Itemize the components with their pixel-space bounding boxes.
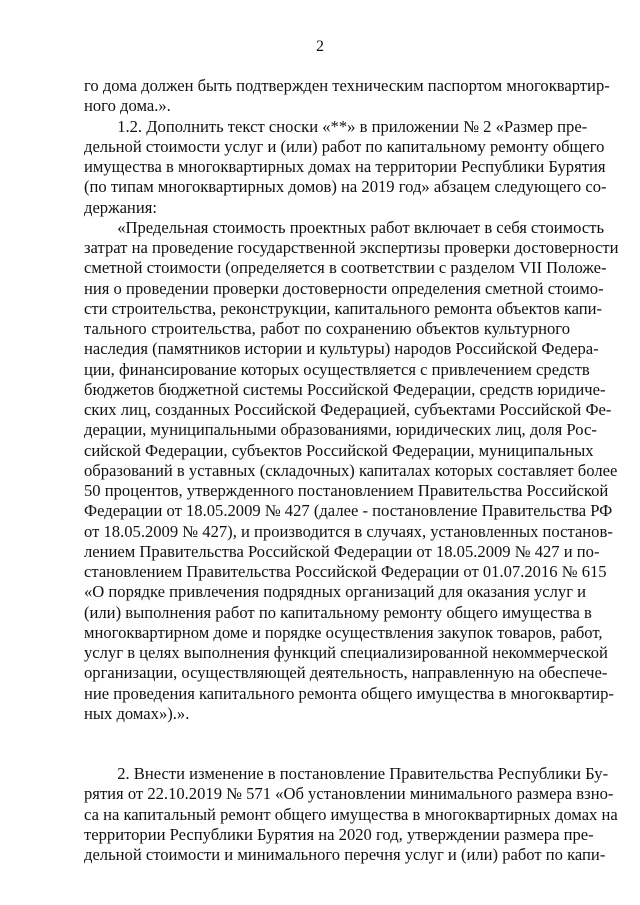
text-line: (по типам многоквартирных домов) на 2019 год» абзацем следующего со- — [84, 177, 607, 197]
text-line: дельной стоимости и минимального перечня услуг и (или) работ по капи- — [84, 845, 606, 864]
text-line: дерации, муниципальными образованиями, юридических лиц, доля Рос- — [84, 420, 597, 440]
text-line: дельной стоимости услуг и (или) работ по капитальному ремонту общего — [84, 136, 605, 156]
text-line: территории Республики Бурятия на 2020 год, утверждении размера пре- — [84, 824, 594, 844]
text-line: «Предельная стоимость проектных работ включает в себя стоимость — [84, 217, 605, 237]
text-line: рятия от 22.10.2019 № 571 «Об установлении минимального размера взно- — [84, 784, 614, 804]
paragraph-spacer — [84, 724, 570, 764]
text-line: бюджетов бюджетной системы Российской Федерации, средств юридиче- — [84, 379, 606, 399]
paragraph-1-2 — [84, 116, 607, 218]
text-line: Федерации от 18.05.2009 № 427 (далее - постановление Правительства РФ — [84, 501, 613, 521]
text-line: имущества в многоквартирных домах на территории Республики Бурятия — [84, 157, 606, 176]
text-line: становлением Правительства Российской Федерации от 01.07.2016 № 615 — [84, 562, 607, 581]
document-body — [84, 76, 619, 865]
text-line: тального строительства, работ по сохранению объектов культурного — [84, 319, 570, 338]
text-line: ции, финансирование которых осуществляется с привлечением средств — [84, 359, 590, 379]
paragraph-quote — [84, 217, 619, 724]
text-line: многоквартирном доме и порядке осуществления закупок товаров, работ, — [84, 622, 603, 642]
text-line: лением Правительства Российской Федерации от 18.05.2009 № 427 и по- — [84, 541, 600, 561]
text-line: ских лиц, созданных Российской Федерацией, субъектами Российской Фе- — [84, 400, 612, 419]
page-number: 2 — [316, 38, 324, 55]
text-line: ния о проведении проверки достоверности определения сметной стоимо- — [84, 278, 604, 298]
text-line: ных домах»).». — [84, 703, 190, 723]
text-line: сийской Федерации, субъектов Российской Федерации, муниципальных — [84, 440, 594, 460]
text-line: затрат на проведение государственной экспертизы проверки достоверности — [84, 238, 619, 257]
text-line: сметной стоимости (определяется в соответствии с разделом VII Положе- — [84, 258, 607, 278]
text-line: (или) выполнения работ по капитальному ремонту общего имущества в — [84, 602, 592, 622]
text-line: организации, осуществляющей деятельность, направленную на обеспече- — [84, 663, 608, 683]
text-line: услуг в целях выполнения функций специализированной некоммерческой — [84, 643, 608, 662]
text-line: держания: — [84, 197, 157, 217]
text-line: ного дома.». — [84, 96, 171, 116]
text-line: от 18.05.2009 № 427), и производится в случаях, установленных постанов- — [84, 521, 613, 541]
text-line: сти строительства, реконструкции, капитального ремонта объектов капи- — [84, 298, 603, 318]
text-line: го дома должен быть подтвержден техническим паспортом многоквартир- — [84, 76, 610, 95]
text-line: 50 процентов, утвержденного постановлением Правительства Российской — [84, 481, 609, 500]
text-line: са на капитальный ремонт общего имущества в многоквартирных домах на — [84, 804, 618, 824]
text-line: ние проведения капитального ремонта общего имущества в многоквартир- — [84, 683, 614, 703]
paragraph-2 — [84, 764, 618, 865]
text-line: образований в уставных (складочных) капиталах которых составляет более — [84, 460, 618, 480]
text-line: наследия (памятников истории и культуры) народов Российской Федера- — [84, 339, 599, 359]
text-line: 1.2. Дополнить текст сноски «**» в приложении № 2 «Размер пре- — [84, 116, 588, 136]
text-line: 2. Внести изменение в постановление Правительства Республики Бу- — [84, 764, 609, 783]
paragraph-continuation — [84, 76, 610, 117]
text-line: «О порядке привлечения подрядных организаций для оказания услуг и — [84, 582, 587, 602]
